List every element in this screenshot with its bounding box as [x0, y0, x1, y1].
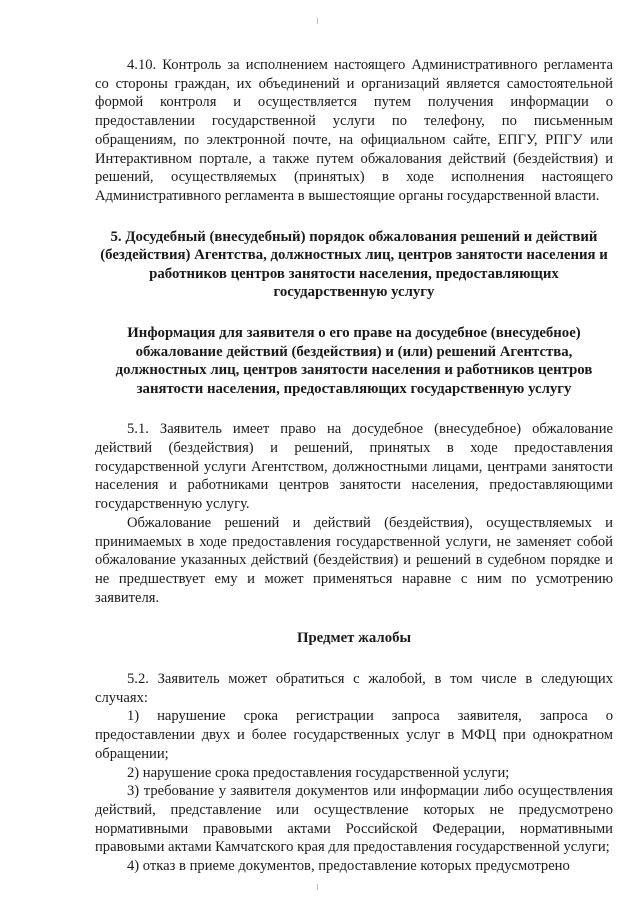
- document-page: [95, 56, 613, 876]
- paragraph-5-1-appeal: Обжалование решений и действий (бездействия), осуществляемых и принимаемых в ходе предоставления государственной услуги, не заменяет собой обжалование указанных действий (бездействия) и решений в судебном порядке и не предшествует ему и может применяться наравне с ним по усмотрению заявителя.: [95, 514, 613, 606]
- paragraph-4-10: 4.10. Контроль за исполнением настоящего Административного регламента со стороны граждан, их объединений и организаций является самостоятельной формой контроля и осуществляется путем получения информации о предоставлении государственной услуги по телефону, по письменным обращениям, по электронной почте, на официальном сайте, ЕПГУ, РПГУ или Интерактивном портале, а также путем обжалования действий (бездействия) и решений, осуществляемых (принятых) в ходе исполнения настоящего Административного регламента в вышестоящие органы государственной власти.: [95, 57, 613, 204]
- list-item-4: 4) отказ в приеме документов, предоставление которых предусмотрено: [127, 858, 570, 875]
- list-item-2: 2) нарушение срока предоставления государственной услуги;: [127, 764, 510, 781]
- complaint-subject-heading: Предмет жалобы: [296, 630, 412, 647]
- list-item-3: 3) требование у заявителя документов или информации либо осуществления действий, представление или осуществление которых не предусмотрено нормативными правовыми актами Российской Федерации, нормативными правовыми актами Камчатского края для предоставления государственной услуги;: [95, 783, 613, 856]
- section-5-heading: 5. Досудебный (внесудебный) порядок обжалования решений и действий (бездействия) Агентства, должностных лиц, центров занятости населения и работников центров занятости населения, предоставляющих государственную услугу: [100, 228, 608, 301]
- info-heading: Информация для заявителя о его праве на досудебное (внесудебное) обжалование действий (бездействия) и (или) решений Агентства, должностных лиц, центров занятости населения и работников центров занятости населения, предоставляющих государственную услугу: [115, 325, 593, 397]
- page-top-mark: [317, 18, 318, 24]
- paragraph-5-1: 5.1. Заявитель имеет право на досудебное (внесудебное) обжалование действий (бездействия) и решений, принятых в ходе предоставления государственной услуги Агентством, должностными лицами, центрами занятости населения и работниками центров занятости населения, предоставляющими государственную услугу.: [95, 421, 613, 513]
- list-item-1: 1) нарушение срока регистрации запроса заявителя, запроса о предоставлении двух и более государственных услуг в МФЦ при однократном обращении;: [95, 708, 613, 762]
- page-bottom-mark: [317, 884, 318, 890]
- paragraph-5-2: 5.2. Заявитель может обратиться с жалобой, в том числе в следующих случаях:: [95, 671, 613, 706]
